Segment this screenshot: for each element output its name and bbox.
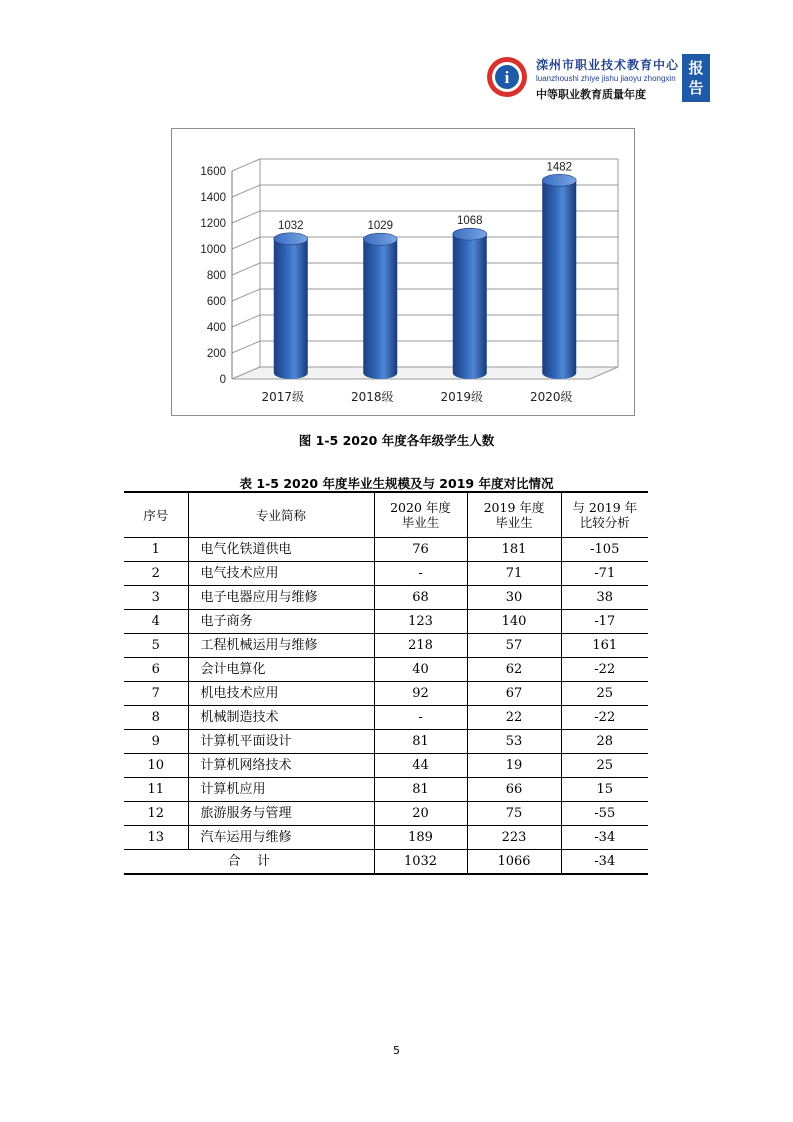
- row-grad-2019: 181: [467, 538, 561, 562]
- row-major: 会计电算化: [188, 658, 374, 682]
- row-grad-2019: 57: [467, 634, 561, 658]
- row-index: 3: [124, 586, 188, 610]
- report-badge: [682, 54, 710, 102]
- y-tick-label: 1200: [200, 218, 226, 230]
- row-diff: -71: [561, 562, 648, 586]
- table-row: [124, 682, 648, 706]
- y-tick-label: 1400: [200, 192, 226, 204]
- row-diff: 161: [561, 634, 648, 658]
- table-row: [124, 610, 648, 634]
- table-row: [124, 538, 648, 562]
- x-tick-label: 2018级: [350, 390, 394, 404]
- row-diff: -34: [561, 826, 648, 850]
- emblem-letter: i: [504, 68, 510, 87]
- report-subtitle: 中等职业教育质量年度: [536, 88, 646, 101]
- row-grad-2020: 81: [374, 730, 467, 754]
- bar: [542, 174, 576, 379]
- row-grad-2020: 68: [374, 586, 467, 610]
- table-header-row: [124, 492, 648, 538]
- row-grad-2020: 92: [374, 682, 467, 706]
- row-index: 6: [124, 658, 188, 682]
- row-grad-2019: 67: [467, 682, 561, 706]
- report-badge-char-1: 报: [688, 59, 704, 77]
- bar-cap: [363, 233, 397, 245]
- row-index: 1: [124, 538, 188, 562]
- row-grad-2020: 40: [374, 658, 467, 682]
- header-grad-2019-line1: 2019 年度: [483, 500, 545, 515]
- row-major: 电气化铁道供电: [188, 538, 374, 562]
- data-label: 1068: [456, 215, 483, 228]
- table-row: [124, 754, 648, 778]
- org-pinyin: luanzhoushi zhiye jishu jiaoyu zhongxin: [536, 74, 676, 83]
- row-major: 电子电器应用与维修: [188, 586, 374, 610]
- row-grad-2020: 81: [374, 778, 467, 802]
- row-index: 9: [124, 730, 188, 754]
- row-diff: 38: [561, 586, 648, 610]
- bar-cap: [274, 233, 308, 245]
- row-grad-2020: 218: [374, 634, 467, 658]
- header-grad-2019-line2: 毕业生: [495, 515, 533, 530]
- row-grad-2019: 62: [467, 658, 561, 682]
- row-index: 13: [124, 826, 188, 850]
- figure-caption: 图 1-5 2020 年度各年级学生人数: [298, 433, 495, 448]
- table-total-row: [124, 850, 648, 875]
- row-major: 机械制造技术: [188, 706, 374, 730]
- row-major: 机电技术应用: [188, 682, 374, 706]
- table-row: [124, 778, 648, 802]
- table-caption: 表 1-5 2020 年度毕业生规模及与 2019 年度对比情况: [239, 476, 554, 491]
- bar-body: [542, 180, 576, 379]
- x-tick-label: 2019级: [440, 390, 484, 404]
- table-row: [124, 658, 648, 682]
- row-diff: 15: [561, 778, 648, 802]
- bar-body: [453, 234, 487, 379]
- row-major: 计算机平面设计: [188, 730, 374, 754]
- x-tick-label: 2020级: [529, 390, 573, 404]
- data-label: 1032: [277, 219, 304, 232]
- header-diff: [561, 492, 648, 538]
- y-tick-label: 200: [206, 348, 226, 360]
- row-index: 2: [124, 562, 188, 586]
- row-grad-2020: 123: [374, 610, 467, 634]
- row-grad-2019: 30: [467, 586, 561, 610]
- total-diff: -34: [561, 850, 648, 875]
- row-grad-2019: 71: [467, 562, 561, 586]
- header-diff-line2: 比较分析: [579, 515, 630, 530]
- y-tick-label: 600: [206, 296, 226, 308]
- table-row: [124, 826, 648, 850]
- y-tick-label: 400: [206, 322, 226, 334]
- header-grad-2020-line1: 2020 年度: [390, 500, 451, 515]
- y-tick-label: 1000: [200, 244, 226, 256]
- header-major: 专业简称: [188, 492, 374, 538]
- row-index: 5: [124, 634, 188, 658]
- table-row: [124, 562, 648, 586]
- header-diff-line1: 与 2019 年: [572, 500, 638, 515]
- bar: [274, 233, 308, 379]
- data-label: 1482: [546, 161, 573, 174]
- row-major: 计算机网络技术: [188, 754, 374, 778]
- row-index: 12: [124, 802, 188, 826]
- table-row: [124, 730, 648, 754]
- row-grad-2019: 75: [467, 802, 561, 826]
- header-index: 序号: [124, 492, 188, 538]
- graduates-table: [124, 491, 648, 875]
- report-badge-char-2: 告: [688, 79, 704, 97]
- table-row: [124, 586, 648, 610]
- row-grad-2019: 53: [467, 730, 561, 754]
- total-label: 合 计: [124, 850, 374, 875]
- x-tick-label: 2017级: [261, 390, 305, 404]
- row-major: 工程机械运用与维修: [188, 634, 374, 658]
- header-grad-2019: [467, 492, 561, 538]
- header-logo: [486, 54, 710, 102]
- row-grad-2020: 76: [374, 538, 467, 562]
- bar-cap: [542, 174, 576, 186]
- y-tick-label: 1600: [200, 166, 226, 178]
- row-grad-2019: 140: [467, 610, 561, 634]
- org-name: 滦州市职业技术教育中心: [536, 58, 680, 72]
- row-index: 7: [124, 682, 188, 706]
- data-label: 1029: [367, 220, 394, 233]
- row-major: 汽车运用与维修: [188, 826, 374, 850]
- header-grad-2020: [374, 492, 467, 538]
- bar-body: [274, 239, 308, 379]
- row-index: 8: [124, 706, 188, 730]
- row-diff: -105: [561, 538, 648, 562]
- row-diff: 25: [561, 754, 648, 778]
- row-diff: 25: [561, 682, 648, 706]
- row-grad-2020: 20: [374, 802, 467, 826]
- row-grad-2020: -: [374, 562, 467, 586]
- row-diff: -55: [561, 802, 648, 826]
- page-number: 5: [393, 1044, 400, 1057]
- row-index: 10: [124, 754, 188, 778]
- table-row: [124, 634, 648, 658]
- row-diff: -22: [561, 658, 648, 682]
- bar-chart: [171, 128, 635, 416]
- bar: [453, 228, 487, 379]
- row-diff: 28: [561, 730, 648, 754]
- row-grad-2019: 19: [467, 754, 561, 778]
- row-grad-2020: 44: [374, 754, 467, 778]
- row-diff: -17: [561, 610, 648, 634]
- total-grad-2020: 1032: [374, 850, 467, 875]
- row-grad-2019: 223: [467, 826, 561, 850]
- row-index: 4: [124, 610, 188, 634]
- bar-body: [363, 239, 397, 379]
- bar: [363, 233, 397, 379]
- y-tick-label: 800: [206, 270, 226, 282]
- bar-cap: [453, 228, 487, 240]
- total-grad-2019: 1066: [467, 850, 561, 875]
- row-major: 计算机应用: [188, 778, 374, 802]
- row-major: 旅游服务与管理: [188, 802, 374, 826]
- row-grad-2020: -: [374, 706, 467, 730]
- row-grad-2019: 66: [467, 778, 561, 802]
- row-major: 电气技术应用: [188, 562, 374, 586]
- header-grad-2020-line2: 毕业生: [401, 515, 440, 530]
- y-tick-label: 0: [219, 374, 226, 386]
- row-index: 11: [124, 778, 188, 802]
- school-emblem-icon: [486, 56, 528, 98]
- table-row: [124, 706, 648, 730]
- table-row: [124, 802, 648, 826]
- row-diff: -22: [561, 706, 648, 730]
- bar-chart-svg: [172, 129, 634, 415]
- row-major: 电子商务: [188, 610, 374, 634]
- table-body: [124, 538, 648, 875]
- row-grad-2020: 189: [374, 826, 467, 850]
- row-grad-2019: 22: [467, 706, 561, 730]
